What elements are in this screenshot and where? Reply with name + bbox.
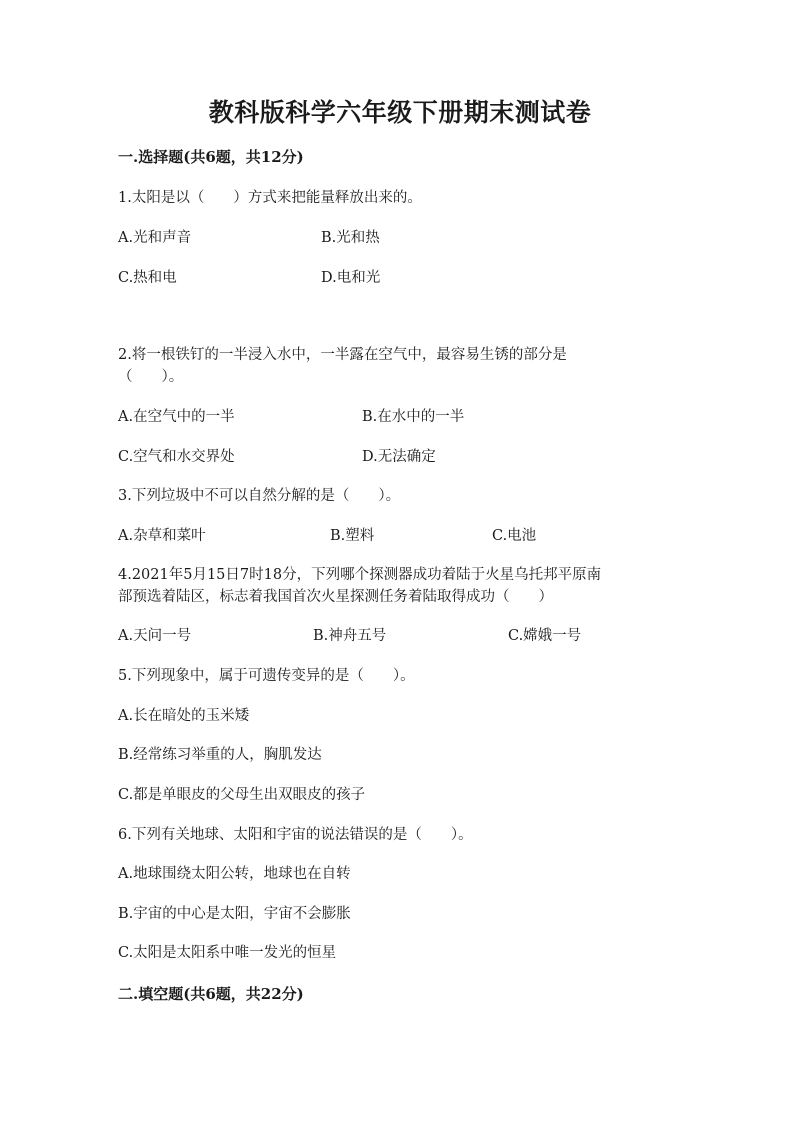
question-5-option-b: B.经常练习举重的人，胸肌发达 [118, 747, 322, 763]
question-1-option-d: D.电和光 [321, 270, 381, 286]
page-title: 教科版科学六年级下册期末测试卷 [208, 98, 592, 127]
question-5-option-c: C.都是单眼皮的父母生出双眼皮的孩子 [118, 787, 366, 803]
question-5-stem: 5.下列现象中，属于可遗传变异的是（ ）。 [118, 668, 415, 684]
question-1-stem: 1.太阳是以（ ）方式来把能量释放出来的。 [118, 190, 422, 206]
question-2-option-d: D.无法确定 [362, 449, 436, 465]
question-1-option-a: A.光和声音 [118, 230, 192, 246]
question-4-option-a: A.天问一号 [118, 628, 192, 644]
question-6-option-b: B.宇宙的中心是太阳，宇宙不会膨胀 [118, 906, 351, 922]
question-6-stem: 6.下列有关地球、太阳和宇宙的说法错误的是（ ）。 [118, 827, 473, 843]
question-3-option-a: A.杂草和菜叶 [118, 528, 206, 544]
question-2-option-b: B.在水中的一半 [362, 409, 465, 425]
question-1-option-c: C.热和电 [118, 270, 177, 286]
question-2-stem-line-2: （ ）。 [118, 369, 184, 385]
question-2-stem-line-1: 2.将一根铁钉的一半浸入水中，一半露在空气中，最容易生锈的部分是 [118, 347, 567, 363]
question-2-option-a: A.在空气中的一半 [118, 409, 235, 425]
question-4-option-c: C.嫦娥一号 [508, 628, 582, 644]
question-3-option-c: C.电池 [492, 528, 537, 544]
question-5-option-a: A.长在暗处的玉米矮 [118, 708, 250, 724]
question-3-option-b: B.塑料 [330, 528, 375, 544]
question-6-option-c: C.太阳是太阳系中唯一发光的恒星 [118, 945, 337, 961]
question-1-option-b: B.光和热 [321, 230, 380, 246]
question-4-stem-line-1: 4.2021年5月15日7时18分，下列哪个探测器成功着陆于火星乌托邦平原南 [118, 567, 602, 583]
question-4-option-b: B.神舟五号 [313, 628, 387, 644]
question-6-option-a: A.地球围绕太阳公转，地球也在自转 [118, 866, 351, 882]
section-heading-choice: 一.选择题(共6题，共12分) [118, 148, 304, 166]
section-heading-fill-in: 二.填空题(共6题，共22分) [118, 985, 304, 1003]
question-3-stem: 3.下列垃圾中不可以自然分解的是（ ）。 [118, 488, 401, 504]
question-4-stem-line-2: 部预选着陆区，标志着我国首次火星探测任务着陆取得成功（ ） [118, 589, 553, 605]
question-2-option-c: C.空气和水交界处 [118, 449, 235, 465]
